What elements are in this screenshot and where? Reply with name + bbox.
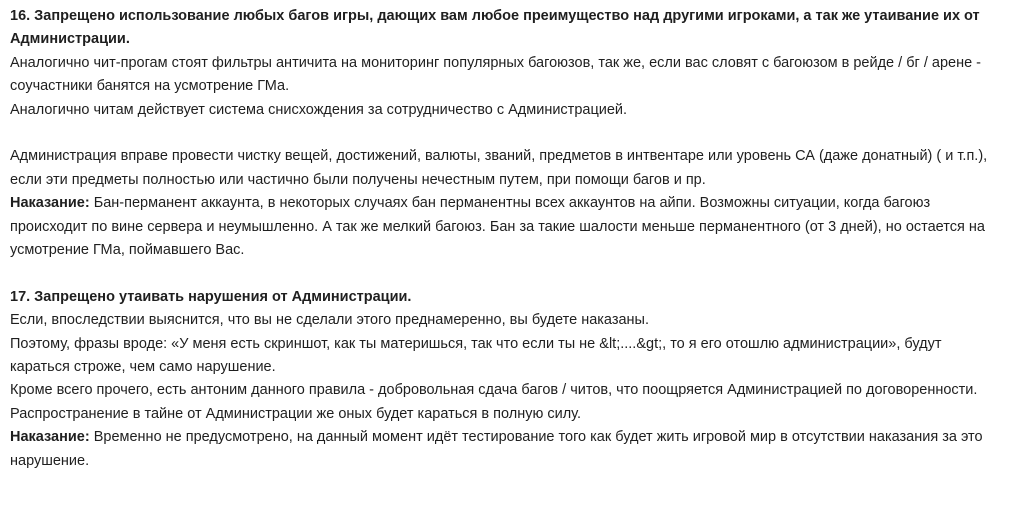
rule-16-punishment-label: Наказание:	[10, 195, 90, 212]
blank-line	[10, 122, 1002, 145]
rule-16-leniency-paragraph: Аналогично читам действует система снисхождения за сотрудничество с Администрацией.	[10, 101, 628, 118]
blank-line	[10, 262, 1002, 285]
rule-16-heading: 16. Запрещено использование любых багов игры, дающих вам любое преимущество над другими игроками, а так же утаивание их от Администрации.	[10, 8, 980, 48]
rule-17-voluntary-surrender-paragraph: Кроме всего прочего, есть антоним данного правила - добровольная сдача багов / читов, что поощряется Администрацией по договоренности.	[10, 382, 978, 399]
rule-17-threat-phrases-paragraph: Поэтому, фразы вроде: «У меня есть скриншот, как ты материшься, так что если ты не &lt;....&gt;, то я его отошлю администрации», будут караться строже, чем само нарушение.	[10, 335, 942, 376]
rule-16-punishment-paragraph	[10, 192, 1002, 262]
rule-16-anticheat-paragraph: Аналогично чит-прогам стоят фильтры античита на мониторинг популярных багоюзов, так же, если вас словят с багоюзом в рейде / бг / арене - соучастники банятся на усмотрение ГМа.	[10, 54, 982, 95]
rule-17-punishment-paragraph	[10, 426, 1002, 473]
rule-17-premeditation-paragraph: Если, впоследствии выяснится, что вы не сделали этого преднамеренно, вы будете наказаны.	[10, 312, 649, 329]
rule-16-punishment-text: Бан-перманент аккаунта, в некоторых случаях бан перманентны всех аккаунтов на айпи. Возможны ситуации, когда багоюз происходит по вине сервера и неумышленно. А так же мелкий багоюз. Бан за такие шалости меньше перманентного (от 3 дней), но остается на усмотрение ГМа, поймавшего Вас.	[10, 195, 985, 259]
rule-17-heading: 17. Запрещено утаивать нарушения от Администрации.	[10, 288, 412, 305]
rule-17-punishment-text: Временно не предусмотрено, на данный момент идёт тестирование того как будет жить игровой мир в отсутствии наказания за это нарушение.	[10, 429, 983, 469]
rule-17-distribution-paragraph: Распространение в тайне от Администрации же оных будет караться в полную силу.	[10, 405, 582, 422]
rule-17-punishment-label: Наказание:	[10, 429, 90, 446]
rule-16-cleanup-paragraph: Администрация вправе провести чистку вещей, достижений, валюты, званий, предметов в интвентаре или уровень СА (даже донатный) ( и т.п.), если эти предметы полностью или частично были получены нечестным путем, при помощи багов и пр.	[10, 148, 988, 188]
